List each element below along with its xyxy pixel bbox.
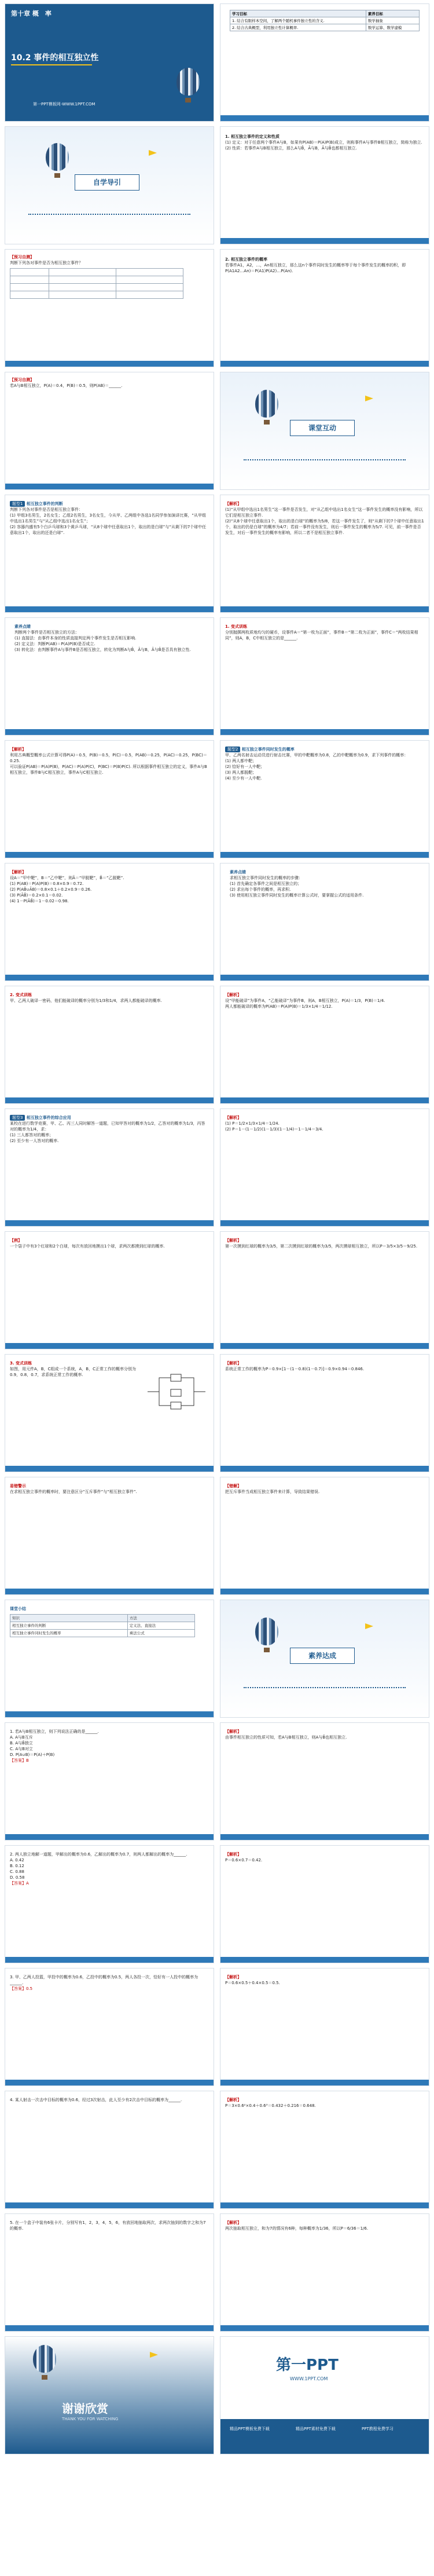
problem-line: (3) 两人都脱靶； bbox=[225, 770, 257, 775]
solution-line: 系统正常工作的概率为P＝0.9×[1－(1－0.8)(1－0.7)]＝0.9×0.94＝0.846. bbox=[225, 1367, 365, 1371]
problem-line: (2) 恰好有一人中靶； bbox=[225, 764, 265, 769]
slide-solution-variant-3 bbox=[220, 1354, 429, 1472]
slide-body bbox=[10, 1606, 209, 1701]
exercise-option: C. A与B对立 bbox=[10, 1747, 33, 1751]
slide-variant-3 bbox=[5, 1354, 214, 1472]
insight-line: (1) 首先确定各事件之间是相互独立的； bbox=[230, 881, 302, 886]
slide-body bbox=[225, 747, 424, 841]
paper-plane-icon bbox=[365, 1623, 373, 1629]
footer-band bbox=[220, 1957, 429, 1963]
exercise-line: 5. 在一个盒子中装有6张卡片，分别写有1，2，3，4，5，6，有放回地抽取两次，求两次抽到的数字之和为7的概率. bbox=[10, 2220, 206, 2231]
goal-cell: 1. 结合有限样本空间，了解两个随机事件独立性的含义. bbox=[230, 17, 366, 24]
problem-line: (1) 三人都答对的概率； bbox=[10, 1133, 54, 1137]
slide-body bbox=[10, 1851, 209, 1946]
footer-band bbox=[220, 1220, 429, 1226]
solution-line: P＝3×0.6²×0.4＋0.6³＝0.432＋0.216＝0.648. bbox=[225, 2103, 316, 2108]
insight-line: (2) 定义法：判断P(AB)＝P(A)P(B)是否成立. bbox=[14, 642, 95, 646]
exercise-answer: 【答案】B bbox=[10, 1758, 29, 1763]
section-title-box bbox=[75, 174, 139, 191]
section-title: 素养达成 bbox=[308, 1652, 336, 1660]
ad-logo: 第一PPT bbox=[276, 2357, 339, 2374]
slide-body bbox=[10, 1238, 209, 1333]
balloon-icon bbox=[255, 390, 278, 418]
insight-line: (3) 使用相互独立事件同时发生的概率计算公式时，要掌握公式的适用条件. bbox=[230, 893, 364, 898]
summary-cell: 相互独立事件的判断 bbox=[10, 1622, 128, 1630]
slide-body bbox=[10, 1729, 209, 1824]
exercise-option: B. 0.12 bbox=[10, 1864, 24, 1868]
problem-line: (2) 容器内盛有5个白乒乓球和3个黄乒乓球，“从8个球中任意取出1个，取出的是白球”与“从剩下的7个球中任意取出1个，取出的还是白球”. bbox=[10, 525, 207, 535]
footer-band bbox=[220, 2325, 429, 2331]
slide-title bbox=[5, 3, 214, 122]
slide-variant-1 bbox=[220, 617, 429, 736]
thanks-text: 谢谢欣赏 bbox=[62, 2402, 108, 2416]
exercise-answer: 【答案】A bbox=[10, 1881, 29, 1886]
slide-exercise-5 bbox=[5, 2213, 214, 2332]
slide-preview-check bbox=[5, 249, 214, 367]
slide-ad bbox=[220, 2336, 429, 2454]
paper-plane-icon bbox=[365, 396, 373, 401]
variant-tag: 3. 变式训练 bbox=[10, 1361, 32, 1366]
slide-body bbox=[225, 1483, 424, 1578]
exercise-option: B. A与B̄独立 bbox=[10, 1741, 33, 1746]
solution-line: 第一次摸到红球的概率为3/5，第二次摸到红球的概率为3/5，两次摸球相互独立，所以P＝3/5×3/5＝9/25. bbox=[225, 1244, 418, 1249]
footer-band bbox=[5, 361, 214, 367]
solution-line: 设“甲能破译”为事件A，“乙能破译”为事件B，则A，B相互独立，P(A)＝1/3，P(B)＝1/4. bbox=[225, 998, 385, 1003]
balloon-icon bbox=[46, 143, 69, 171]
example-tag: 【例】 bbox=[10, 1238, 22, 1243]
section-title-box bbox=[290, 1648, 355, 1664]
slide-solution-ex-2 bbox=[220, 1845, 429, 1963]
exercise-line: 2. 两人独立地解一道题，甲解出的概率为0.6，乙解出的概率为0.7，则两人都解出的概率为______. bbox=[10, 1852, 187, 1857]
slide-body bbox=[225, 1238, 424, 1333]
slide-insight-1 bbox=[5, 617, 214, 736]
footer-band bbox=[5, 729, 214, 735]
problem-line: (1) 甲组3名男生，2名女生；乙组2名男生，3名女生，今从甲、乙两组中各选1名同学参加演讲比赛，“从甲组中选出1名男生”与“从乙组中选出1名女生”； bbox=[10, 513, 207, 524]
slide-body bbox=[230, 869, 420, 964]
ad-url: WWW.1PPT.COM bbox=[290, 2376, 328, 2381]
chapter-label: 第十章 概 率 bbox=[11, 10, 52, 17]
solution-line: 由事件相互独立的性质可知，若A与B相互独立，则A与B̄也相互独立. bbox=[225, 1735, 347, 1740]
ad-item[interactable]: 精品PPT模板免费下载 bbox=[230, 2427, 270, 2431]
slide-body bbox=[225, 624, 424, 719]
section-title-box bbox=[290, 420, 355, 436]
footer-band bbox=[5, 1466, 214, 1472]
slide-body bbox=[225, 2220, 424, 2315]
exercise-line: 4. 某人射击一次击中目标的概率为0.6，经过3次射击，此人至少有2次击中目标的概率为______. bbox=[10, 2098, 182, 2102]
footer-band bbox=[5, 1589, 214, 1594]
slide-section-literacy bbox=[220, 1600, 429, 1718]
summary-title: 课堂小结 bbox=[10, 1607, 26, 1611]
footer-band bbox=[220, 1466, 429, 1472]
slide-body bbox=[225, 992, 424, 1087]
footer-band bbox=[220, 115, 429, 121]
summary-table bbox=[10, 1614, 195, 1637]
footer-band bbox=[5, 1957, 214, 1963]
slide-body bbox=[10, 254, 209, 350]
slide-body bbox=[225, 501, 424, 596]
solution-line: (1) P＝1/2×1/3×1/4＝1/24. bbox=[225, 1121, 279, 1126]
slide-body bbox=[10, 869, 209, 964]
exercise-option: D. P(A∪B)＝P(A)＋P(B) bbox=[10, 1752, 55, 1757]
exercise-option: C. 0.88 bbox=[10, 1869, 24, 1874]
solution-line: 两次抽取相互独立，和为7的情况有6种，每种概率为1/36，所以P＝6/36＝1/6. bbox=[225, 2226, 369, 2231]
slide-warning bbox=[5, 1477, 214, 1595]
insight-line: (2) 求出每个事件的概率，再求积. bbox=[230, 887, 291, 892]
variant-line: 如图，用元件A，B，C组成一个系统，A，B，C正常工作的概率分别为0.9，0.8，0.7，求系统正常工作的概率. bbox=[10, 1367, 136, 1377]
slide-section-self-study bbox=[5, 126, 214, 244]
slide-exercise-4 bbox=[5, 2091, 214, 2209]
slide-body bbox=[10, 747, 209, 841]
footer-band bbox=[220, 238, 429, 244]
slide-insight-2 bbox=[220, 863, 429, 981]
footer-band bbox=[220, 361, 429, 367]
insight-line: 求相互独立事件同时发生的概率的步骤： bbox=[230, 876, 303, 880]
slide-solution-ex-3 bbox=[220, 1968, 429, 2086]
slide-body bbox=[10, 2097, 209, 2192]
variant-tag: 2. 变式训练 bbox=[10, 993, 32, 997]
footer-band bbox=[220, 606, 429, 612]
slide-thanks bbox=[5, 2336, 214, 2454]
solution-tag: 【解析】 bbox=[225, 502, 241, 506]
footer-band bbox=[220, 1343, 429, 1349]
footer-band bbox=[5, 1711, 214, 1717]
slide-solution-ex-1 bbox=[220, 1722, 429, 1840]
slide-solution-variant-1 bbox=[5, 740, 214, 858]
slide-body bbox=[225, 1360, 424, 1455]
site-label: 第一PPT模板网-WWW.1PPT.COM bbox=[33, 102, 95, 107]
slide-example bbox=[5, 1231, 214, 1349]
solution-line: P＝0.6×0.7＝0.42. bbox=[225, 1858, 263, 1863]
goals-header: 学习目标 bbox=[230, 10, 366, 17]
solution-line: (4) 1－P(ĀB̄)＝1－0.02＝0.98. bbox=[10, 899, 69, 903]
problem-line: (4) 至少有一人中靶. bbox=[225, 776, 262, 781]
footer-band bbox=[5, 2202, 214, 2208]
goal-cell: 2. 结合古典概型，利用独立性计算概率. bbox=[230, 24, 366, 31]
balloon-icon bbox=[176, 68, 200, 96]
slide-solution-3 bbox=[220, 1108, 429, 1227]
slide-body bbox=[10, 992, 209, 1087]
balloon-basket-icon bbox=[185, 98, 191, 103]
solution-line: 利用古典概型概率公式计算可得P(A)＝0.5，P(B)＝0.5，P(C)＝0.5，P(AB)＝0.25，P(AC)＝0.25，P(BC)＝0.25. bbox=[10, 753, 207, 763]
type-label: 题型2 bbox=[225, 747, 240, 752]
slide-solution-example bbox=[220, 1231, 429, 1349]
section-title: 自学导引 bbox=[93, 178, 121, 186]
insight-title: 素养点睛 bbox=[230, 870, 246, 874]
slide-body bbox=[10, 1115, 209, 1210]
paper-plane-icon bbox=[150, 2352, 158, 2358]
footer-band bbox=[220, 1097, 429, 1103]
slide-type1 bbox=[5, 495, 214, 613]
problem-line: 甲、乙两名射击运动员进行射击比赛，甲的中靶概率为0.8，乙的中靶概率为0.9，求下列事件的概率： bbox=[225, 753, 409, 758]
dotted-line bbox=[244, 459, 406, 460]
warning-line: 在求相互独立事件的概率时，要注意区分“互斥事件”与“相互独立事件”. bbox=[10, 1490, 137, 1494]
literacy-cell: 数学运算、数学建模 bbox=[366, 24, 419, 31]
slide-type3 bbox=[5, 1108, 214, 1227]
variant-tag: 1. 变式训练 bbox=[225, 624, 247, 629]
concept-line: (2) 性质：若事件A与B相互独立，那么A与B̄，Ā与B，Ā与B̄也都相互独立. bbox=[225, 146, 357, 151]
slide-body bbox=[225, 1115, 424, 1210]
summary-cell: 定义法、直接法 bbox=[127, 1622, 194, 1630]
balloon-icon bbox=[255, 1618, 278, 1645]
solution-line: 两人都能破译的概率为P(AB)＝P(A)P(B)＝1/3×1/4＝1/12. bbox=[225, 1004, 333, 1009]
footer-band bbox=[5, 2080, 214, 2085]
section-title: 课堂互动 bbox=[308, 424, 336, 432]
exercise-option: A. 0.42 bbox=[10, 1858, 24, 1863]
solution-tag: 【解析】 bbox=[225, 1975, 241, 1979]
insight-line: (3) 转化法：由判断事件A与事件B是否相互独立，转化为判断A与B̄，Ā与B，Ā与B̄是否具有独立性. bbox=[14, 647, 191, 652]
problem-line: 判断下列各对事件是否是相互独立事件： bbox=[10, 507, 83, 512]
slide-body bbox=[10, 1974, 209, 2069]
warning-tag: 易错警示 bbox=[10, 1484, 26, 1488]
problem-line: (1) 两人都中靶； bbox=[225, 759, 257, 763]
exercise-line: 1. 若A与B相互独立，则下列说法正确的是______. bbox=[10, 1729, 99, 1734]
slide-solution-ex-4 bbox=[220, 2091, 429, 2209]
example-line: 一个袋子中有3个红球和2个白球，每次有放回地摸出1个球，求两次都摸到红球的概率. bbox=[10, 1244, 165, 1249]
balloon-basket-icon bbox=[42, 2375, 47, 2380]
solution-tag: 【解析】 bbox=[225, 1238, 241, 1243]
slide-body bbox=[225, 1974, 424, 2069]
solution-tag: 【解析】 bbox=[225, 1852, 241, 1857]
footer-band bbox=[220, 1589, 429, 1594]
exercise-line: 3. 甲、乙两人投篮，甲投中的概率为0.6，乙投中的概率为0.5，两人各投一次，恰好有一人投中的概率为______. bbox=[10, 1975, 198, 1985]
problem-line: 某校在进行数学竞赛，甲、乙、丙三人同时解答一道题，已知甲答对的概率为1/2，乙答对的概率为1/3，丙答对的概率为1/4，求： bbox=[10, 1121, 205, 1132]
balloon-icon bbox=[33, 2345, 56, 2373]
ad-item[interactable]: PPT教程免费学习 bbox=[362, 2427, 393, 2431]
slide-concept-1 bbox=[220, 126, 429, 244]
goals-table bbox=[230, 10, 420, 31]
slide-solution-1 bbox=[220, 495, 429, 613]
slide-type2 bbox=[220, 740, 429, 858]
solution-line: 可以验证P(AB)＝P(A)P(B)，P(AC)＝P(A)P(C)，P(BC)＝P(B)P(C). 所以根据事件相互独立的定义，事件A与B相互独立，事件B与C相互独立，事件A与C相互独立. bbox=[10, 764, 207, 775]
footer-band bbox=[220, 975, 429, 980]
slide-body bbox=[225, 2097, 424, 2192]
exercise-option: A. A与B互斥 bbox=[10, 1735, 33, 1740]
solution-tag: 【解析】 bbox=[225, 1729, 241, 1734]
slide-body bbox=[10, 1483, 209, 1578]
type-label: 题型3 bbox=[10, 1115, 25, 1121]
slide-exercise-3 bbox=[5, 1968, 214, 2086]
solution-tag: 【解析】 bbox=[10, 870, 26, 874]
solution-tag: 【解析】 bbox=[225, 2220, 241, 2225]
slide-body bbox=[10, 2220, 209, 2315]
paper-plane-icon bbox=[149, 150, 157, 156]
solution-line: P＝0.6×0.5＋0.4×0.5＝0.5. bbox=[225, 1981, 280, 1985]
dotted-line bbox=[28, 214, 190, 215]
problem-line: (2) 至少有一人答对的概率. bbox=[10, 1139, 59, 1143]
summary-header: 方法 bbox=[127, 1615, 194, 1622]
exercise-option: D. 0.58 bbox=[10, 1875, 25, 1880]
summary-header: 知识 bbox=[10, 1615, 128, 1622]
slide-variant-2 bbox=[5, 986, 214, 1104]
slide-solution-2 bbox=[5, 863, 214, 981]
insight-line: 判断两个事件是否相互独立的方法： bbox=[14, 630, 79, 635]
slide-body bbox=[10, 377, 209, 473]
solution-tag: 【解析】 bbox=[225, 1361, 241, 1366]
preview-tag: 【预习自测】 bbox=[10, 255, 34, 259]
footer-band bbox=[5, 1834, 214, 1840]
lesson-title: 10.2 事件的相互独立性 bbox=[11, 53, 99, 63]
variant-line: 甲、乙两人破译一密码，他们能破译的概率分别为1/3和1/4，求两人都能破译的概率. bbox=[10, 998, 162, 1003]
footer-band bbox=[220, 2080, 429, 2085]
variant-line: 分别抛掷两枚质地均匀的硬币，设事件A＝“第一枚为正面”，事件B＝“第二枚为正面”，事件C＝“两枚结果相同”，则A，B，C中相互独立的是______. bbox=[225, 630, 418, 641]
solution-line: (1) P(AB)＝P(A)P(B)＝0.8×0.9＝0.72. bbox=[10, 881, 84, 886]
footer-band bbox=[5, 1220, 214, 1226]
summary-cell: 相互独立事件同时发生的概率 bbox=[10, 1630, 128, 1637]
literacy-header: 素养目标 bbox=[366, 10, 419, 17]
preview-tag: 【预习自测】 bbox=[10, 378, 34, 382]
slide-concept-2 bbox=[220, 249, 429, 367]
balloon-basket-icon bbox=[264, 420, 270, 425]
solution-line: (2) P＝1－(1－1/2)(1－1/3)(1－1/4)＝1－1/4＝3/4. bbox=[225, 1127, 323, 1132]
slide-exercise-1 bbox=[5, 1722, 214, 1840]
footer-band bbox=[5, 975, 214, 980]
circuit-diagram bbox=[148, 1372, 205, 1413]
slide-body bbox=[225, 1729, 424, 1824]
footer-band bbox=[220, 729, 429, 735]
type-label: 题型1 bbox=[10, 501, 25, 507]
solution-tag: 【解析】 bbox=[225, 1115, 241, 1120]
solution-line: 设A＝“甲中靶”，B＝“乙中靶”，则Ā＝“甲脱靶”，B̄＝“乙脱靶”. bbox=[10, 876, 124, 880]
ad-footer bbox=[220, 2419, 429, 2454]
insight-line: (1) 直接法：由事件本身的性质直接判定两个事件发生是否相互影响. bbox=[14, 636, 137, 641]
slide-body bbox=[225, 257, 424, 350]
slide-exercise-2 bbox=[5, 1845, 214, 1963]
solution-tag: 【解析】 bbox=[225, 993, 241, 997]
slide-body bbox=[225, 134, 424, 228]
concept-line: 若事件A1，A2，…，An相互独立，那么这n个事件同时发生的概率等于每个事件发生的概率的积，即P(A1A2…An)＝P(A1)P(A2)…P(An). bbox=[225, 263, 406, 273]
solution-tag: 【解析】 bbox=[225, 2098, 241, 2102]
slide-preview-check-2 bbox=[5, 372, 214, 490]
footer-band bbox=[5, 484, 214, 489]
solution-line: (3) P(ĀB̄)＝0.2×0.1＝0.02. bbox=[10, 893, 63, 898]
slide-error-analysis bbox=[220, 1477, 429, 1595]
slide-body bbox=[14, 624, 204, 719]
solution-line: (1)“从甲组中选出1名男生”这一事件是否发生，对“从乙组中选出1名女生”这一事件发生的概率没有影响，所以它们是相互独立事件. bbox=[225, 507, 423, 518]
preview-table bbox=[10, 268, 183, 299]
literacy-cell: 数学抽象 bbox=[366, 17, 419, 24]
type-title: 相互独立事件的判断 bbox=[26, 502, 63, 506]
slide-body bbox=[10, 1360, 144, 1455]
concept-heading: 2. 相互独立事件的概率 bbox=[225, 257, 267, 262]
slide-section-classroom bbox=[220, 372, 429, 490]
footer-band bbox=[220, 852, 429, 858]
solution-line: (2)“从8个球中任意取出1个，取出的是白球”的概率为5/8，若这一事件发生了，则“从剩下的7个球中任意取出1个，取出的仍是白球”的概率为4/7；若前一事件没有发生，则后一事件发生的概率为5/7. 可见，前一事件是否发生，对后一事件发生的概率有影响，所以二者不是相互独立事件. bbox=[225, 519, 424, 535]
error-line: 把互斥事件当成相互独立事件来计算，导致结果错误. bbox=[225, 1490, 320, 1494]
slide-summary bbox=[5, 1600, 214, 1718]
footer-band bbox=[5, 606, 214, 612]
footer-band bbox=[5, 1343, 214, 1349]
footer-band bbox=[5, 1097, 214, 1103]
balloon-basket-icon bbox=[264, 1648, 270, 1652]
footer-band bbox=[5, 852, 214, 858]
concept-line: (1) 定义：对于任意两个事件A与B，如果有P(AB)＝P(A)P(B)成立，则称事件A与事件B相互独立，简称为独立. bbox=[225, 140, 422, 145]
slide-solution-ex-5 bbox=[220, 2213, 429, 2332]
summary-cell: 乘法公式 bbox=[127, 1630, 194, 1637]
solution-line: (2) P(AB̄∪ĀB)＝0.8×0.1＋0.2×0.9＝0.26. bbox=[10, 887, 92, 892]
type-title: 相互独立事件同时发生的概率 bbox=[241, 747, 295, 752]
error-tag: 【错解】 bbox=[225, 1484, 241, 1488]
preview-question: 判断下列各对事件是否为相互独立事件？ bbox=[10, 261, 83, 265]
slide-solution-variant-2 bbox=[220, 986, 429, 1104]
title-underline bbox=[11, 64, 92, 65]
ad-item[interactable]: 精品PPT素材免费下载 bbox=[296, 2427, 336, 2431]
footer-band bbox=[220, 1834, 429, 1840]
dotted-line bbox=[244, 1687, 406, 1688]
footer-band bbox=[220, 2202, 429, 2208]
slide-body bbox=[10, 501, 209, 596]
preview-line: 若A与B相互独立，P(A)＝0.4，P(B)＝0.5，则P(AB)＝______. bbox=[10, 383, 123, 388]
type-title: 相互独立事件的综合应用 bbox=[26, 1115, 71, 1120]
balloon-basket-icon bbox=[54, 173, 60, 178]
footer-band bbox=[5, 2325, 214, 2331]
concept-heading: 1. 相互独立事件的定义和性质 bbox=[225, 134, 279, 139]
exercise-answer: 【答案】0.5 bbox=[10, 1986, 33, 1991]
slide-goals bbox=[220, 3, 429, 122]
solution-tag: 【解析】 bbox=[10, 747, 26, 752]
slide-body bbox=[225, 1851, 424, 1946]
thanks-sub: THANK YOU FOR WATCHING bbox=[62, 2417, 119, 2421]
insight-title: 素养点睛 bbox=[14, 624, 31, 629]
